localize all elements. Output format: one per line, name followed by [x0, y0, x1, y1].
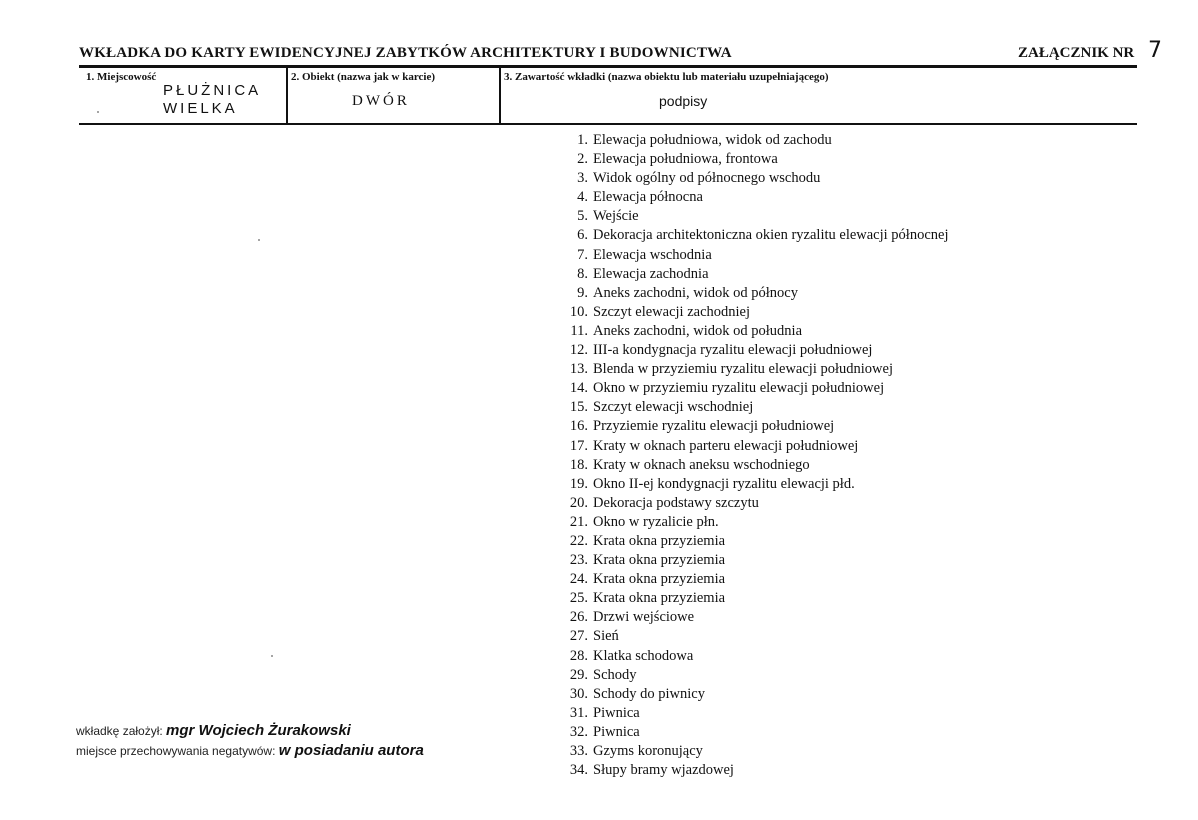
table-rule: [79, 123, 1137, 125]
list-item-number: 14.: [569, 380, 588, 397]
list-item: [561, 704, 948, 723]
list-item: [561, 761, 948, 780]
storage-value: w posiadaniu autora: [278, 742, 424, 759]
list-item-number: 23.: [569, 552, 588, 569]
list-item-text: Krata okna przyziemia: [593, 571, 726, 588]
list-item-text: Krata okna przyziemia: [593, 532, 726, 549]
object-value: DWÓR: [352, 93, 410, 109]
locality-value-line1: PŁUŻNICA: [163, 82, 262, 99]
list-item-number: 5.: [577, 208, 588, 225]
list-item: [561, 360, 948, 379]
list-item: [561, 475, 948, 494]
list-item: [561, 188, 948, 207]
list-item-number: 13.: [569, 361, 588, 378]
list-item: [561, 551, 948, 570]
list-item-text: Piwnica: [593, 704, 640, 721]
header-rule: [79, 65, 1137, 68]
list-item: [561, 589, 948, 608]
locality-label: 1. Miejscowość: [86, 71, 157, 83]
column-divider: [286, 67, 288, 124]
list-item: [561, 303, 948, 322]
list-item: [561, 570, 948, 589]
list-item: [561, 265, 948, 284]
list-item-number: 18.: [569, 456, 588, 473]
list-item-number: 1.: [577, 132, 588, 148]
list-item-number: 25.: [569, 590, 588, 607]
list-item-number: 2.: [577, 151, 588, 168]
list-item-text: III-a kondygnacja ryzalitu elewacji południowej: [593, 342, 873, 359]
list-item-number: 32.: [569, 723, 588, 740]
list-item-number: 10.: [569, 303, 588, 320]
list-item-text: Szczyt elewacji zachodniej: [593, 303, 751, 320]
list-item-text: Gzyms koronujący: [593, 743, 703, 759]
list-item-number: 15.: [569, 399, 588, 416]
list-item-text: Okno II-ej kondygnacji ryzalitu elewacji płd.: [593, 475, 855, 492]
list-item-text: Schody: [593, 666, 637, 683]
locality-value-line2: WIELKA: [163, 100, 238, 117]
contents-label: 3. Zawartość wkładki (nazwa obiektu lub materiału uzupełniającego): [504, 71, 829, 83]
list-item: [561, 246, 948, 265]
list-item-text: Krata okna przyziemia: [593, 590, 726, 607]
list-item-text: Okno w przyziemiu ryzalitu elewacji południowej: [593, 380, 885, 397]
storage-label: miejsce przechowywania negatywów:: [76, 744, 276, 758]
list-item: [561, 379, 948, 398]
list-item: [561, 513, 948, 532]
annex-label: ZAŁĄCZNIK NR: [1018, 45, 1135, 61]
list-item-text: Elewacja północna: [593, 189, 703, 206]
list-item-text: Szczyt elewacji wschodniej: [593, 399, 754, 416]
scan-speck: [97, 111, 99, 113]
object-label: 2. Obiekt (nazwa jak w karcie): [291, 71, 436, 83]
founder-label: wkładkę założył:: [76, 724, 163, 738]
list-item-text: Piwnica: [593, 723, 640, 740]
list-item-text: Elewacja wschodnia: [593, 246, 712, 263]
founder-line: [76, 722, 351, 739]
list-item-number: 9.: [577, 284, 588, 301]
list-item-text: Elewacja zachodnia: [593, 265, 709, 282]
list-item: [561, 226, 948, 245]
list-item-number: 29.: [569, 666, 588, 683]
list-item: [561, 456, 948, 475]
list-item: [561, 723, 948, 742]
list-item-text: Elewacja południowa, widok od zachodu: [593, 132, 832, 148]
list-item-text: Krata okna przyziemia: [593, 552, 726, 569]
caption-list: [561, 131, 948, 780]
list-item-number: 7.: [577, 246, 588, 263]
list-item: [561, 647, 948, 666]
list-item-number: 30.: [569, 685, 588, 702]
list-item-number: 33.: [569, 743, 588, 759]
list-item-text: Aneks zachodni, widok od południa: [593, 322, 803, 339]
list-item-text: Aneks zachodni, widok od północy: [593, 284, 798, 301]
list-item: [561, 608, 948, 627]
list-item-text: Blenda w przyziemiu ryzalitu elewacji południowej: [593, 361, 893, 378]
list-item: [561, 532, 948, 551]
list-item: [561, 284, 948, 303]
scan-speck: [258, 239, 260, 241]
list-item: [561, 131, 948, 150]
list-item-text: Wejście: [593, 208, 639, 225]
list-item-text: Elewacja południowa, frontowa: [593, 151, 778, 168]
list-item-number: 11.: [570, 322, 588, 339]
list-item: [561, 398, 948, 417]
list-item-number: 4.: [577, 189, 588, 206]
list-item-text: Sień: [593, 628, 619, 645]
scan-speck: [271, 655, 273, 657]
list-item-number: 22.: [569, 532, 588, 549]
list-item-number: 16.: [569, 418, 588, 435]
list-item-text: Słupy bramy wjazdowej: [593, 762, 734, 779]
founder-value: mgr Wojciech Żurakowski: [166, 722, 351, 739]
list-item: [561, 666, 948, 685]
list-item: [561, 437, 948, 456]
list-item: [561, 150, 948, 169]
list-item: [561, 742, 948, 761]
list-item-text: Kraty w oknach parteru elewacji południowej: [593, 437, 859, 454]
column-divider: [499, 67, 501, 124]
list-item-number: 8.: [577, 265, 588, 282]
list-item: [561, 207, 948, 226]
list-item-number: 34.: [569, 762, 588, 779]
contents-value: podpisy: [659, 93, 708, 109]
list-item-text: Dekoracja architektoniczna okien ryzalitu elewacji północnej: [593, 227, 949, 244]
annex-number: 7: [1148, 38, 1162, 63]
list-item: [561, 494, 948, 513]
form-title: WKŁADKA DO KARTY EWIDENCYJNEJ ZABYTKÓW ARCHITEKTURY I BUDOWNICTWA: [79, 45, 732, 61]
list-item-number: 6.: [577, 227, 588, 244]
storage-line: [76, 742, 424, 759]
list-item: [561, 322, 948, 341]
list-item-number: 20.: [569, 494, 588, 511]
list-item: [561, 627, 948, 646]
list-item-text: Kraty w oknach aneksu wschodniego: [593, 456, 810, 473]
list-item-number: 12.: [569, 342, 588, 359]
list-item-text: Dekoracja podstawy szczytu: [593, 494, 759, 511]
list-item-number: 24.: [569, 571, 588, 588]
list-item-text: Drzwi wejściowe: [593, 609, 695, 626]
list-item-number: 28.: [569, 647, 588, 664]
list-item: [561, 341, 948, 360]
list-item-number: 31.: [569, 704, 588, 721]
list-item-text: Widok ogólny od północnego wschodu: [593, 170, 821, 187]
list-item-number: 21.: [569, 513, 588, 530]
list-item-text: Okno w ryzalicie płn.: [593, 513, 719, 530]
list-item-number: 27.: [569, 628, 588, 645]
list-item: [561, 417, 948, 436]
list-item-number: 26.: [569, 609, 588, 626]
list-item-number: 3.: [577, 170, 588, 187]
list-item: [561, 685, 948, 704]
list-item-number: 17.: [569, 437, 588, 454]
list-item: [561, 169, 948, 188]
list-item-text: Przyziemie ryzalitu elewacji południowej: [593, 418, 835, 435]
list-item-text: Schody do piwnicy: [593, 685, 705, 702]
list-item-text: Klatka schodowa: [593, 647, 694, 664]
list-item-number: 19.: [569, 475, 588, 492]
